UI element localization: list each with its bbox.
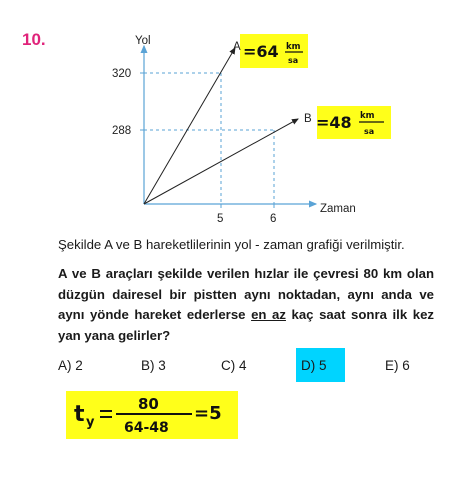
y-axis-label: Yol bbox=[135, 35, 151, 47]
option-c[interactable]: C) 4 bbox=[221, 358, 247, 373]
x-tick-label-6: 6 bbox=[270, 213, 277, 225]
distance-time-graph bbox=[0, 0, 465, 232]
series-b-line bbox=[144, 119, 298, 204]
solution-lhs: t bbox=[74, 402, 85, 427]
solution-lhs-subscript: y bbox=[86, 415, 95, 430]
series-a-label: A bbox=[233, 41, 241, 53]
question-text bbox=[58, 264, 434, 346]
handwritten-solution bbox=[66, 391, 238, 439]
solution-result: =5 bbox=[194, 403, 222, 424]
question-text-part2: kaç saat sonra ilk kez yan yana gelirler? bbox=[58, 307, 435, 343]
series-b-label: B bbox=[304, 113, 312, 125]
option-a[interactable]: A) 2 bbox=[58, 358, 83, 373]
x-axis-label: Zaman bbox=[320, 203, 356, 215]
y-tick-label-288: 288 bbox=[112, 125, 132, 137]
option-b[interactable]: B) 3 bbox=[141, 358, 166, 373]
series-a-line bbox=[144, 48, 235, 204]
question-text-underlined: en az bbox=[251, 307, 286, 322]
question-number: 10. bbox=[22, 30, 46, 49]
x-tick-label-5: 5 bbox=[217, 213, 224, 225]
solution-numerator: 80 bbox=[138, 395, 159, 413]
annotation-b-value: =48 bbox=[316, 113, 352, 132]
annotation-b-unit-num: km bbox=[360, 111, 375, 121]
annotation-a-unit-den: sa bbox=[288, 56, 299, 65]
annotation-b-unit-den: sa bbox=[364, 127, 375, 136]
annotation-a-value: =64 bbox=[243, 42, 279, 61]
solution-denominator: 64-48 bbox=[124, 420, 169, 436]
annotation-a-unit-num: km bbox=[286, 42, 301, 52]
option-d[interactable]: D) 5 bbox=[301, 358, 327, 373]
question-text-part1: A ve B araçları şekilde verilen hızlar ile çevresi 80 km olan düzgün dairesel bir pistten aynı noktadan, aynı anda ve aynı yönde hareket ederlerse bbox=[58, 266, 434, 322]
question-description: Şekilde A ve B hareketlilerinin yol - zaman grafiği verilmiştir. bbox=[58, 237, 405, 252]
y-tick-label-320: 320 bbox=[112, 68, 132, 80]
option-e[interactable]: E) 6 bbox=[385, 358, 410, 373]
